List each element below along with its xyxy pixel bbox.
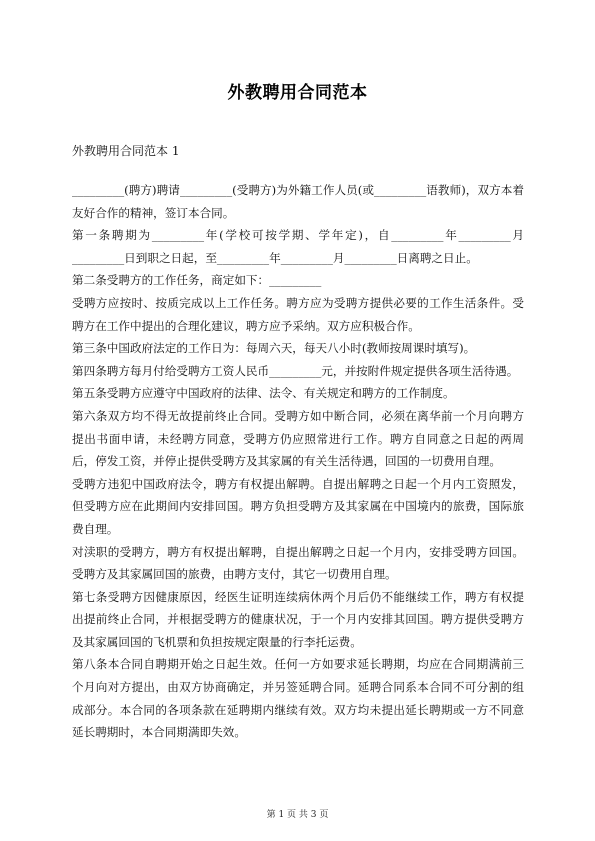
paragraph-article-7: 第七条受聘方因健康原因，经医生证明连续病休两个月后仍不能继续工作，聘方有权提出提前终止合同，并根据受聘方的健康状况，于一个月内安排其回国。聘方提供受聘方及其家属回国的飞机票和负担按规定限量的行李托运费。 [72,589,524,649]
paragraph-article-2: 第二条受聘方的工作任务，商定如下：_________ [72,273,322,288]
paragraph-article-4: 第四条聘方每月付给受聘方工资人民币_________元，并按附件规定提供各项生活待遇。 [72,363,519,378]
paragraph-intro: _________(聘方)聘请_________(受聘方)为外籍工作人员(或_________语教师)，双方本着友好合作的精神，签订本合同。 [72,183,524,220]
paragraph-article-3: 第三条中国政府法定的工作日为：每周六天，每天八小时(教师按周课时填写)。 [72,341,476,356]
document-body [72,179,524,744]
document-title: 外教聘用合同范本 [227,83,368,103]
paragraph-article-6: 第六条双方均不得无故提前终止合同。受聘方如中断合同，必须在离华前一个月向聘方提出书面申请，未经聘方同意，受聘方仍应照常进行工作。聘方自同意之日起的两周后，停发工资，并停止提供受聘方及其家属的有关生活待遇，回国的一切费用自理。 [72,408,524,469]
paragraph-article-8: 第八条本合同自聘期开始之日起生效。任何一方如要求延长聘期，均应在合同期满前三个月向对方提出，由双方协商确定，并另签延聘合同。延聘合同系本合同不可分割的组成部分。本合同的各项条款在延聘期内继续有效。双方均未提出延长聘期或一方不同意延长聘期时，本合同期满即失效。 [72,657,524,740]
document-subtitle: 外教聘用合同范本 1 [72,144,180,158]
page-number-footer: 第 1 页 共 3 页 [266,810,329,820]
paragraph-article-2-detail: 受聘方应按时、按质完成以上工作任务。聘方应为受聘方提供必要的工作生活条件。受聘方在工作中提出的合理化建议，聘方应予采纳。双方应积极合作。 [72,295,524,333]
paragraph-article-1: 第一条聘期为_________年(学校可按学期、学年定)，自_________年_________月_________日到职之日起，至_________年_________月_________日离聘之日止。 [72,228,524,265]
paragraph-article-5: 第五条受聘方应遵守中国政府的法律、法令、有关规定和聘方的工作制度。 [72,386,455,401]
paragraph-article-6-violation: 受聘方违犯中国政府法令，聘方有权提出解聘。自提出解聘之日起一个月内工资照发，但受聘方应在此期间内安排回国。聘方负担受聘方及其家属在中国境内的旅费，国际旅费自理。 [72,476,524,536]
paragraph-article-6-dereliction: 对渎职的受聘方，聘方有权提出解聘，自提出解聘之日起一个月内，安排受聘方回国。受聘方及其家属回国的旅费，由聘方支付，其它一切费用自理。 [72,544,524,582]
